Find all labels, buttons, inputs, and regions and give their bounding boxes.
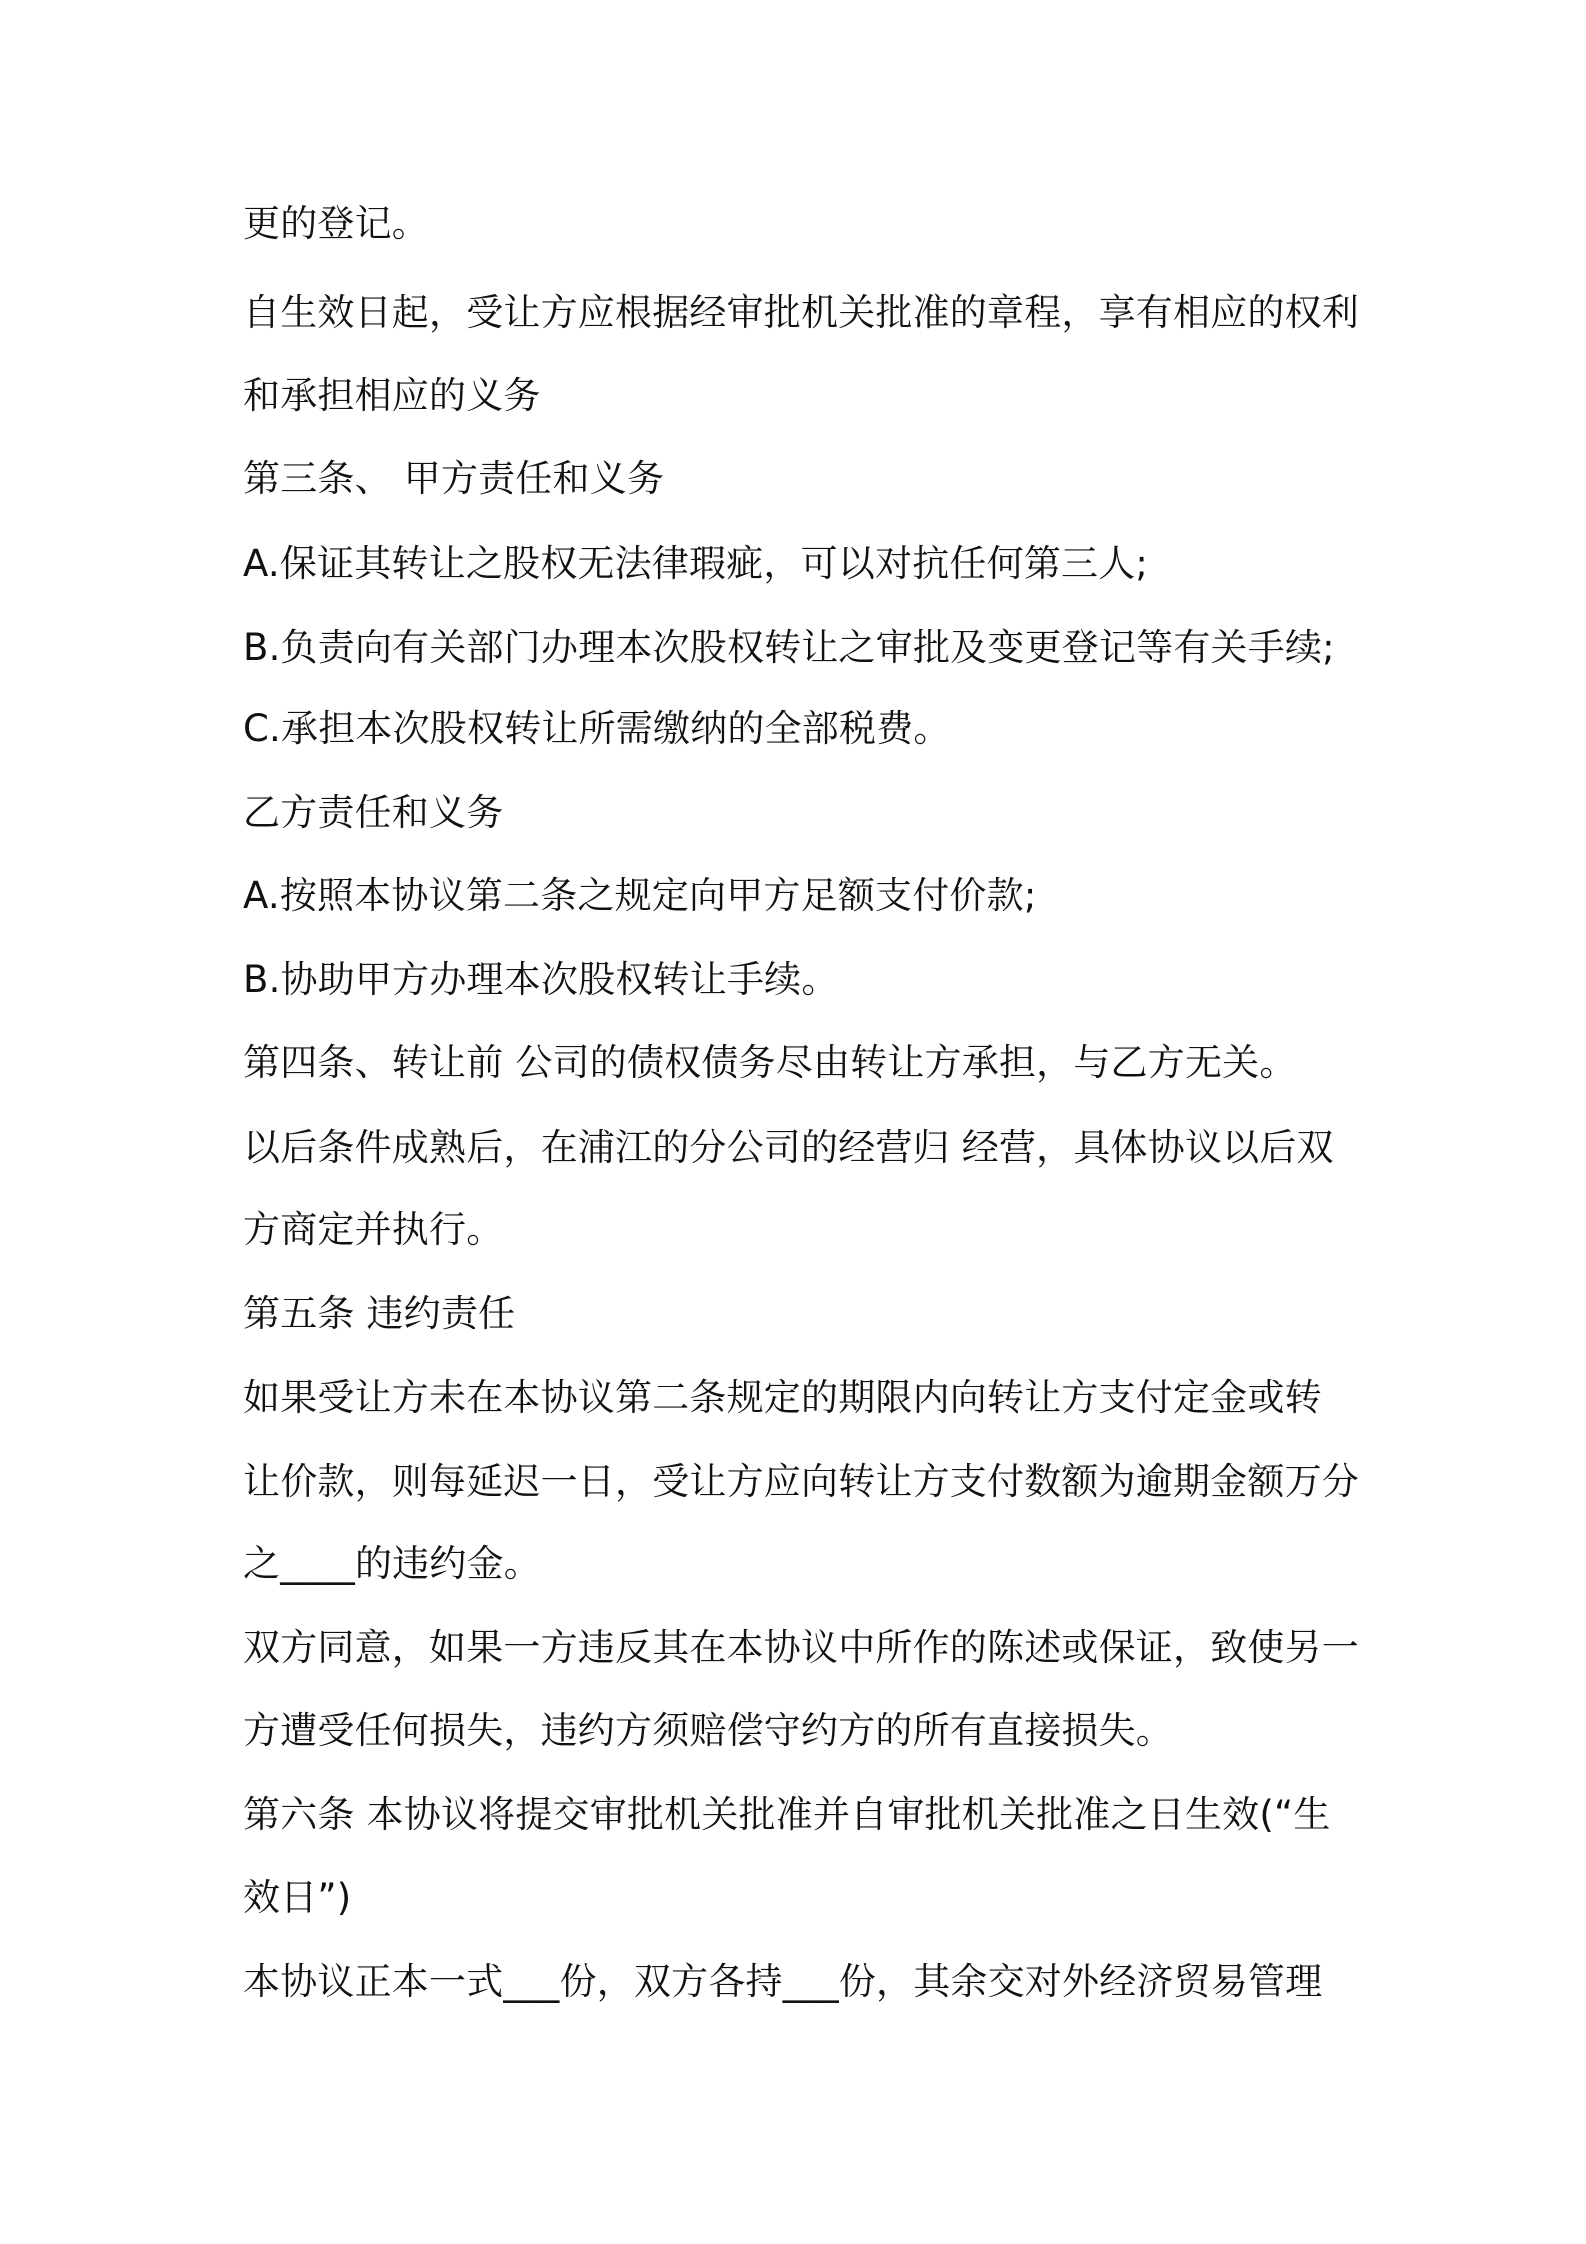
text-line-branch-operation: 以后条件成熟后，在浦江的分公司的经营归 经营，具体协议以后双 [243,1126,1334,1169]
text-line-breach-2: 让价款，则每延迟一日，受让方应向转让方支付数额为逾期金额万分 [243,1460,1359,1503]
clause-b-b: B.协助甲方办理本次股权转让手续。 [243,958,839,1001]
clause-b-a: A.按照本协议第二条之规定向甲方足额支付价款; [243,874,1037,917]
clause-3a: A.保证其转让之股权无法律瑕疵，可以对抗任何第三人; [243,542,1149,585]
text-line-breach-1: 如果受让方未在本协议第二条规定的期限内向转让方支付定金或转 [243,1376,1322,1419]
clause-3c: C.承担本次股权转让所需缴纳的全部税费。 [243,707,951,750]
heading-article-6: 第六条 本协议将提交审批机关批准并自审批机关批准之日生效(“生 [243,1793,1331,1836]
text-line-copies: 本协议正本一式___份，双方各持___份，其余交对外经济贸易管理 [243,1960,1323,2003]
text-line-continuation-registration: 更的登记。 [243,202,429,245]
heading-article-5: 第五条 违约责任 [243,1292,516,1335]
text-line-obligations: 和承担相应的义务 [243,374,541,417]
clause-3b: B.负责向有关部门办理本次股权转让之审批及变更登记等有关手续; [243,626,1335,669]
heading-article-3: 第三条、 甲方责任和义务 [243,457,665,500]
heading-article-4: 第四条、转让前 公司的债权债务尽由转让方承担，与乙方无关。 [243,1041,1297,1084]
heading-party-b-duties: 乙方责任和义务 [243,791,504,834]
text-line-negotiate: 方商定并执行。 [243,1208,504,1251]
text-line-effective-date: 自生效日起，受让方应根据经审批机关批准的章程，享有相应的权利 [243,291,1359,334]
text-line-agreement-1: 双方同意，如果一方违反其在本协议中所作的陈述或保证，致使另一 [243,1626,1359,1669]
text-line-agreement-2: 方遭受任何损失，违约方须赔偿守约方的所有直接损失。 [243,1709,1173,1752]
text-line-effective-day: 效日”) [243,1876,352,1919]
text-line-breach-3: 之____的违约金。 [243,1542,541,1585]
